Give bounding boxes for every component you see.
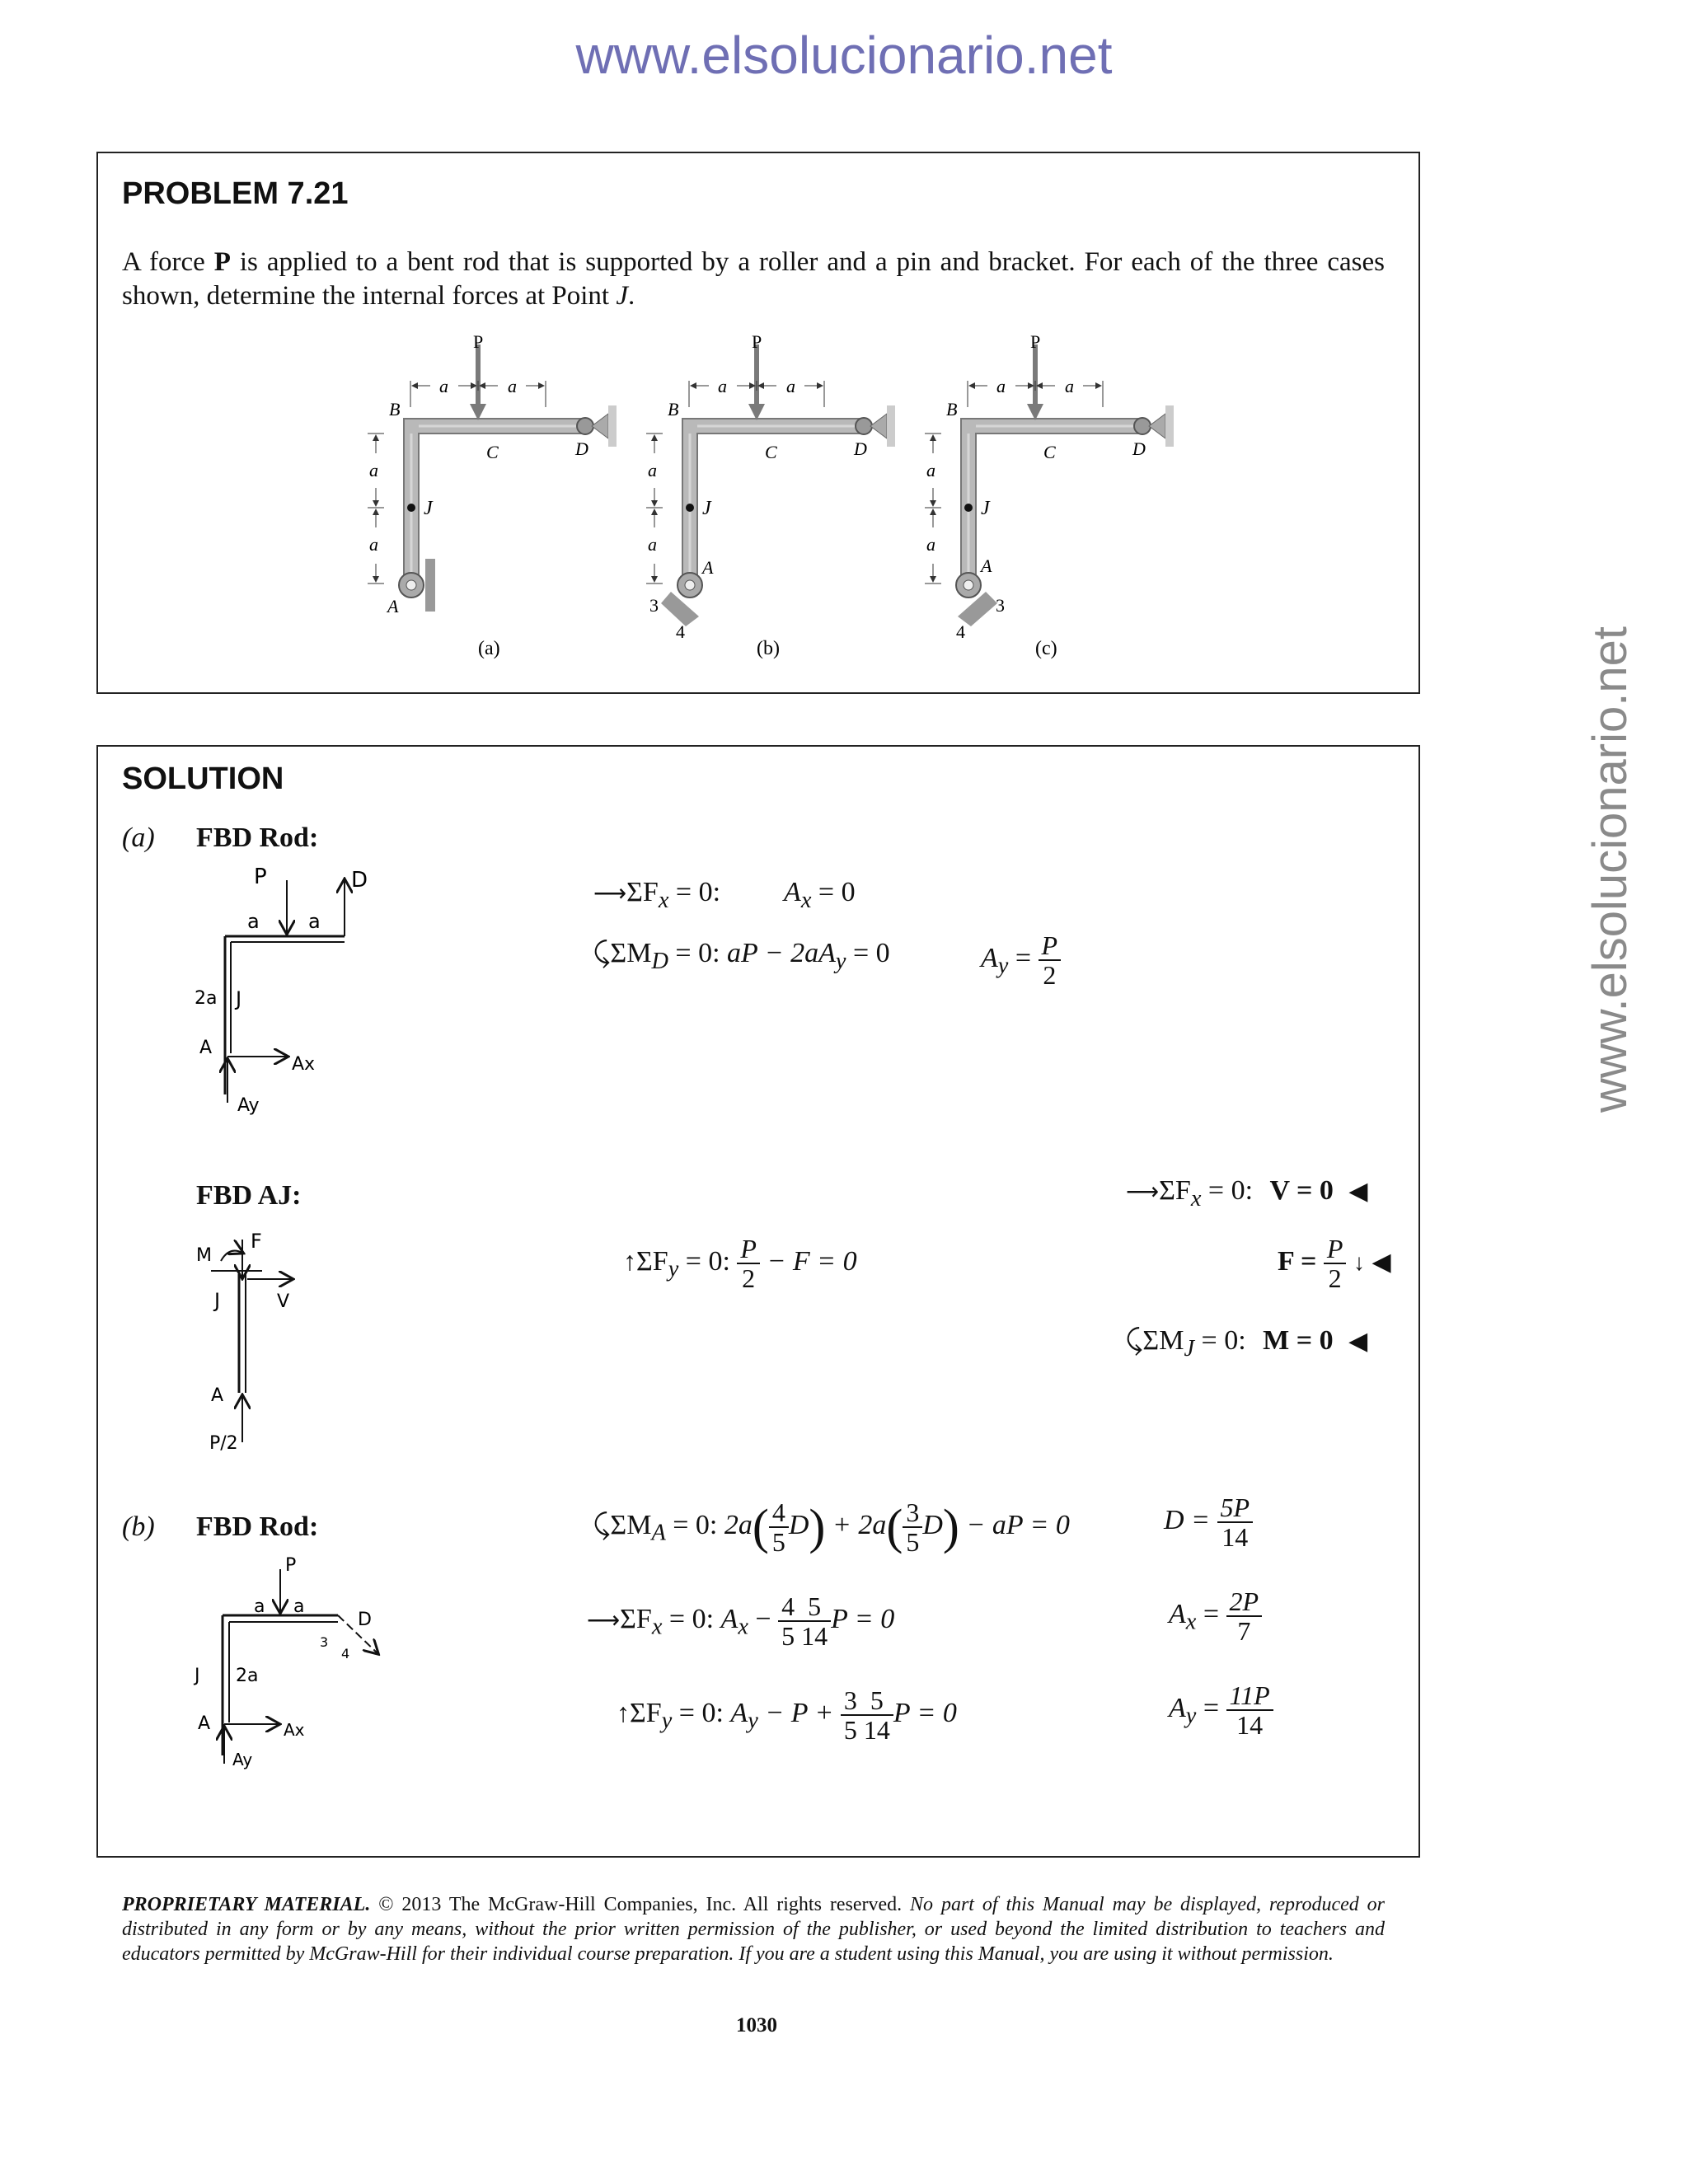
- figure-case-b: [646, 331, 895, 659]
- svg-text:J: J: [195, 1666, 200, 1686]
- svg-text:F: F: [251, 1230, 262, 1253]
- svg-text:V: V: [277, 1291, 290, 1312]
- svg-text:C: C: [765, 442, 777, 462]
- svg-text:3: 3: [996, 595, 1005, 616]
- svg-text:(b): (b): [757, 638, 780, 659]
- watermark-top: www.elsolucionario.net: [575, 26, 1113, 85]
- svg-text:B: B: [668, 399, 679, 419]
- svg-text:D: D: [358, 1610, 372, 1630]
- svg-text:A: A: [702, 557, 714, 578]
- svg-text:D: D: [575, 438, 588, 459]
- svg-text:A: A: [199, 1038, 213, 1058]
- svg-text:Ay: Ay: [232, 1750, 253, 1769]
- svg-text:C: C: [486, 442, 499, 462]
- eq-a-sum-md: $⤹\Sigma M_D = 0$: aP − $2aA_y = 0$: [593, 938, 890, 974]
- svg-text:J: J: [424, 498, 433, 519]
- svg-text:3: 3: [320, 1634, 329, 1650]
- eq-b-fy: $↑\Sigma F_y = 0$: $A_y - P$ + $\frac{3}{5}$ $\frac{5}{14}$ P = 0: [617, 1685, 957, 1745]
- svg-text:2a: 2a: [236, 1666, 259, 1686]
- svg-text:2a: 2a: [195, 988, 218, 1009]
- svg-text:J: J: [981, 498, 990, 519]
- problem-title: PROBLEM 7.21: [122, 176, 349, 211]
- svg-text:a: a: [718, 376, 727, 396]
- svg-text:P: P: [1030, 331, 1041, 352]
- svg-text:D: D: [854, 438, 867, 459]
- fbd-rod-a-sketch: [188, 864, 402, 1127]
- svg-text:a: a: [369, 460, 378, 480]
- svg-text:D: D: [351, 868, 368, 893]
- svg-text:J: J: [236, 987, 242, 1010]
- svg-text:a: a: [996, 376, 1006, 396]
- svg-text:P/2: P/2: [209, 1433, 238, 1454]
- svg-text:A: A: [981, 555, 992, 576]
- svg-text:a: a: [926, 534, 935, 555]
- svg-text:P: P: [285, 1555, 297, 1576]
- svg-text:P: P: [473, 331, 484, 352]
- svg-text:(c): (c): [1035, 638, 1057, 659]
- svg-text:J: J: [214, 1289, 221, 1312]
- svg-text:Ay: Ay: [237, 1095, 260, 1116]
- svg-text:4: 4: [341, 1646, 350, 1661]
- svg-text:J: J: [702, 498, 711, 519]
- svg-text:B: B: [389, 399, 401, 419]
- eq-aj-mj: $⤹\Sigma M_J = 0$: M = 0 ◀: [1126, 1325, 1368, 1361]
- eq-a-sum-fx: $⟶\Sigma F_x = 0$: $A_x = 0$: [593, 877, 856, 913]
- svg-text:B: B: [946, 399, 958, 419]
- eq-a-ay-result: $A_y$ = $\frac{P}{2}$: [981, 931, 1061, 989]
- svg-text:P: P: [752, 331, 762, 352]
- svg-text:a: a: [648, 534, 657, 555]
- svg-text:a: a: [439, 376, 448, 396]
- svg-text:Ax: Ax: [292, 1054, 316, 1075]
- svg-text:a: a: [293, 1596, 305, 1617]
- figure-case-a: [368, 331, 617, 659]
- figure-case-c: [925, 331, 1174, 659]
- svg-text:M: M: [196, 1245, 212, 1266]
- svg-text:(a): (a): [478, 638, 500, 659]
- svg-text:A: A: [198, 1713, 211, 1734]
- part-b-label: (b): [122, 1511, 155, 1542]
- svg-text:a: a: [254, 1596, 265, 1617]
- svg-text:a: a: [1065, 376, 1074, 396]
- svg-text:P: P: [254, 865, 267, 889]
- svg-text:A: A: [211, 1385, 224, 1406]
- svg-text:a: a: [926, 460, 935, 480]
- svg-text:4: 4: [676, 621, 685, 642]
- eq-aj-f-result: F = $\frac{P}{2}$ ↓ ◀: [1278, 1234, 1391, 1293]
- svg-text:A: A: [387, 596, 399, 616]
- svg-text:D: D: [1132, 438, 1146, 459]
- eq-b-fx: $⟶\Sigma F_x = 0$: $A_x$ − $\frac{4}{5}$ $\frac{5}{14}$ P = 0: [587, 1591, 895, 1651]
- svg-text:Ax: Ax: [284, 1720, 305, 1740]
- eq-b-d-result: D = $\frac{5P}{14}$: [1164, 1493, 1253, 1551]
- svg-text:4: 4: [956, 621, 965, 642]
- svg-text:a: a: [369, 534, 378, 555]
- fbd-rod-b-sketch: [188, 1549, 402, 1780]
- svg-text:a: a: [308, 910, 321, 933]
- svg-text:a: a: [247, 910, 260, 933]
- solution-title: SOLUTION: [122, 762, 284, 796]
- eq-aj-fx: $⟶\Sigma F_x = 0$: V = 0 ◀: [1126, 1175, 1368, 1212]
- eq-b-ma: $⤹\Sigma M_A = 0$: 2a( $\frac{4}{5}$ D) + 2a( $\frac{3}{5}$ D) − aP = 0: [593, 1497, 1070, 1557]
- copyright-notice: PROPRIETARY MATERIAL. © 2013 The McGraw-Hill Companies, Inc. All rights reserved. No part of this Manual may be displayed, reproduced or distributed in any form or by any means, without the prior written permission of the publisher, or used beyond the limited distribution to teachers and educators permitted by McGraw-Hill for their individual course preparation. If you are a student using this Manual, you are using it without permission.: [122, 1894, 1386, 1965]
- fbd-rod-a-heading: FBD Rod:: [196, 823, 319, 853]
- fbd-rod-b-heading: FBD Rod:: [196, 1511, 319, 1542]
- svg-text:a: a: [648, 460, 657, 480]
- eq-aj-fy: $↑\Sigma F_y = 0$: $\frac{P}{2}$ − F = 0: [623, 1234, 857, 1293]
- svg-text:3: 3: [649, 595, 659, 616]
- eq-b-ay-result: $A_y$ = $\frac{11P}{14}$: [1169, 1681, 1273, 1739]
- fbd-aj-heading: FBD AJ:: [196, 1180, 302, 1211]
- svg-text:a: a: [786, 376, 795, 396]
- page-number: 1030: [736, 2014, 777, 2036]
- watermark-side: www.elsolucionario.net: [1583, 626, 1637, 1113]
- problem-statement: A force P is applied to a bent rod that is supported by a roller and a pin and bracket. For each of the three cases shown, determine the internal forces at Point J.: [122, 247, 1386, 311]
- eq-b-ax-result: $A_x$ = $\frac{2P}{7}$: [1169, 1587, 1262, 1645]
- fbd-aj-sketch: [188, 1228, 336, 1459]
- part-a-label: (a): [122, 823, 155, 853]
- svg-text:a: a: [508, 376, 517, 396]
- svg-text:C: C: [1043, 442, 1056, 462]
- problem-figure: [338, 328, 1179, 666]
